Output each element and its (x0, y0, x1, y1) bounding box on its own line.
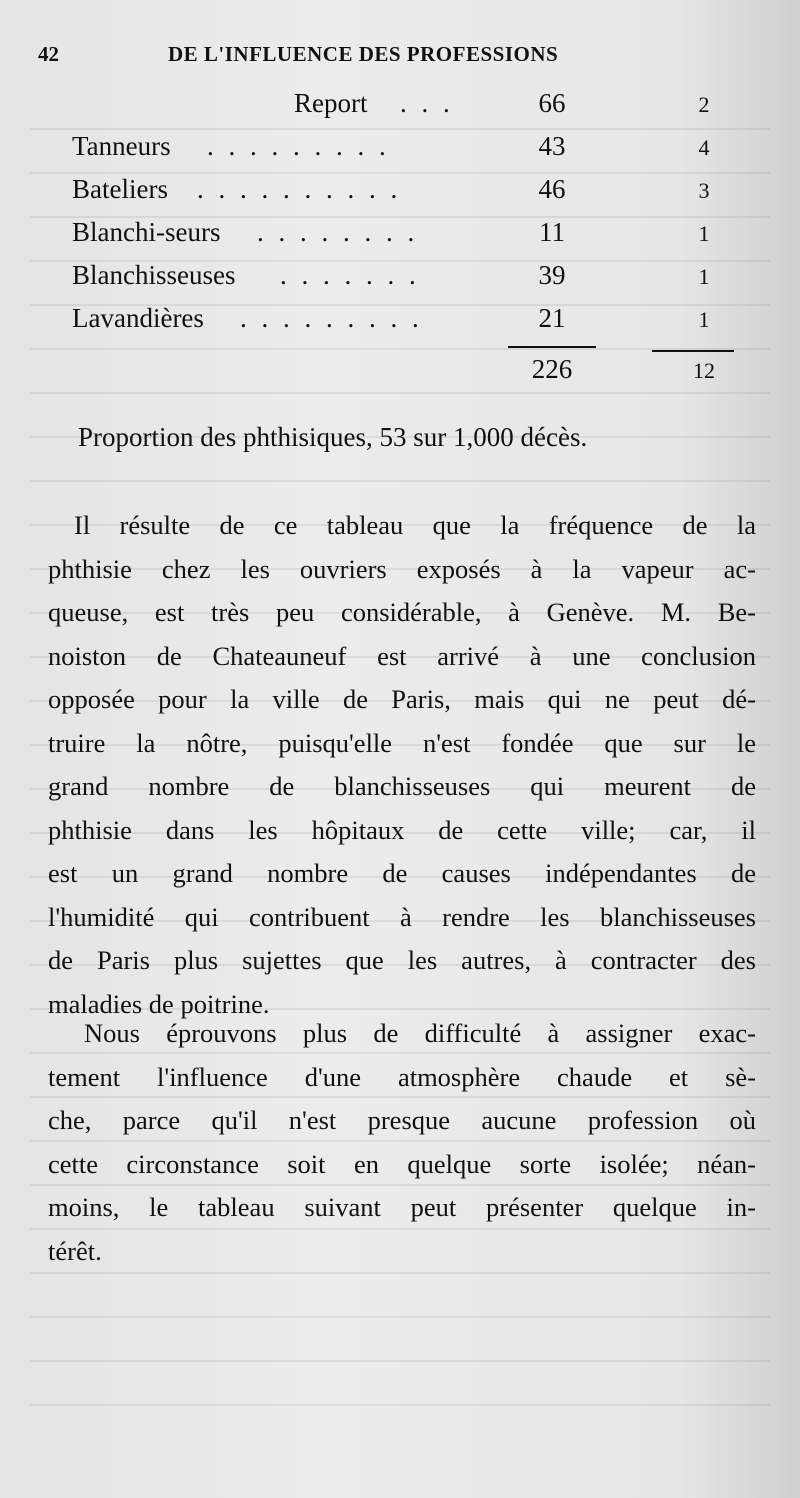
dot-leader: . . . . . . . . . . (197, 174, 402, 204)
table-row (72, 88, 732, 131)
text-line: moins, le tableau suivant peut présenter quelque in- (48, 1192, 756, 1222)
row-label: Bateliers (72, 174, 168, 204)
table-row (72, 131, 732, 174)
phthisis-value: 3 (698, 178, 710, 203)
phthisis-value: 4 (698, 135, 710, 160)
sum-rule-phthisis (652, 350, 734, 352)
dot-leader: . . . . . . . . . (207, 131, 390, 161)
text-line: l'humidité qui contribuent à rendre les blanchisseuses (48, 901, 756, 932)
table-row (72, 260, 732, 303)
phthisis-value: 1 (698, 307, 710, 332)
dot-leader: . . . . . . . (280, 260, 420, 290)
text-line: queuse, est très peu considérable, à Genève. M. Be- (48, 597, 756, 627)
text-line: maladies de poitrine. (48, 988, 270, 1019)
text-line: phthisie chez les ouvriers exposés à la vapeur ac- (48, 553, 756, 584)
text-line: grand nombre de blanchisseuses qui meurent de (48, 771, 756, 801)
table-total-row (72, 354, 732, 397)
sum-rule-total (508, 346, 596, 348)
phthisis-value: 2 (698, 92, 710, 117)
total-deaths-value: 46 (538, 174, 566, 204)
proportion-line: Proportion des phthisiques, 53 sur 1,000 décès. (78, 422, 588, 452)
dot-leader: . . . . . . . . . (240, 303, 423, 333)
text-line: térêt. (48, 1235, 102, 1266)
total-deaths-value: 11 (539, 217, 565, 247)
running-head (38, 42, 758, 72)
text-line: che, parce qu'il n'est presque aucune profession où (48, 1105, 756, 1135)
table-row (72, 174, 732, 217)
text-line: opposée pour la ville de Paris, mais qui ne peut dé- (48, 684, 756, 714)
row-label: Blanchisseuses (72, 260, 236, 290)
table-row (72, 303, 732, 346)
text-line: Nous éprouvons plus de difficulté à assigner exac- (84, 1018, 756, 1048)
table-row (72, 217, 732, 260)
text-line: noiston de Chateauneuf est arrivé à une conclusion (48, 640, 756, 671)
total-deaths-value: 43 (538, 131, 566, 161)
text-line: tement l'influence d'une atmosphère chaude et sè- (48, 1061, 756, 1092)
total-deaths-value: 21 (538, 303, 566, 333)
total-deaths-value: 66 (538, 88, 566, 118)
sum-total-deaths: 226 (531, 354, 573, 384)
mortality-table (72, 88, 732, 397)
row-label: Blanchi-seurs (72, 217, 221, 247)
paragraph-geneva (48, 504, 756, 1026)
text-line: de Paris plus sujettes que les autres, à contracter des (48, 945, 756, 975)
row-label: Tanneurs (72, 131, 171, 161)
text-line: phthisie dans les hôpitaux de cette ville; car, il (48, 814, 756, 845)
row-label: Lavandières (72, 303, 204, 333)
dot-leader: . . . . . . . . (257, 217, 419, 247)
dot-leader: . . . (400, 88, 454, 118)
row-label: Report (294, 88, 368, 118)
text-line: truire la nôtre, puisqu'elle n'est fondée que sur le (48, 727, 756, 758)
page-number: 42 (38, 42, 59, 66)
sum-phthisis: 12 (693, 358, 715, 383)
paragraph-atmosphere (48, 1012, 756, 1273)
running-title: DE L'INFLUENCE DES PROFESSIONS (168, 42, 559, 66)
total-deaths-value: 39 (538, 260, 566, 290)
text-line: est un grand nombre de causes indépendantes de (48, 858, 756, 888)
phthisis-value: 1 (698, 264, 710, 289)
phthisis-value: 1 (698, 221, 710, 246)
text-line: Il résulte de ce tableau que la fréquence de la (74, 510, 756, 540)
text-line: cette circonstance soit en quelque sorte isolée; néan- (48, 1148, 756, 1179)
